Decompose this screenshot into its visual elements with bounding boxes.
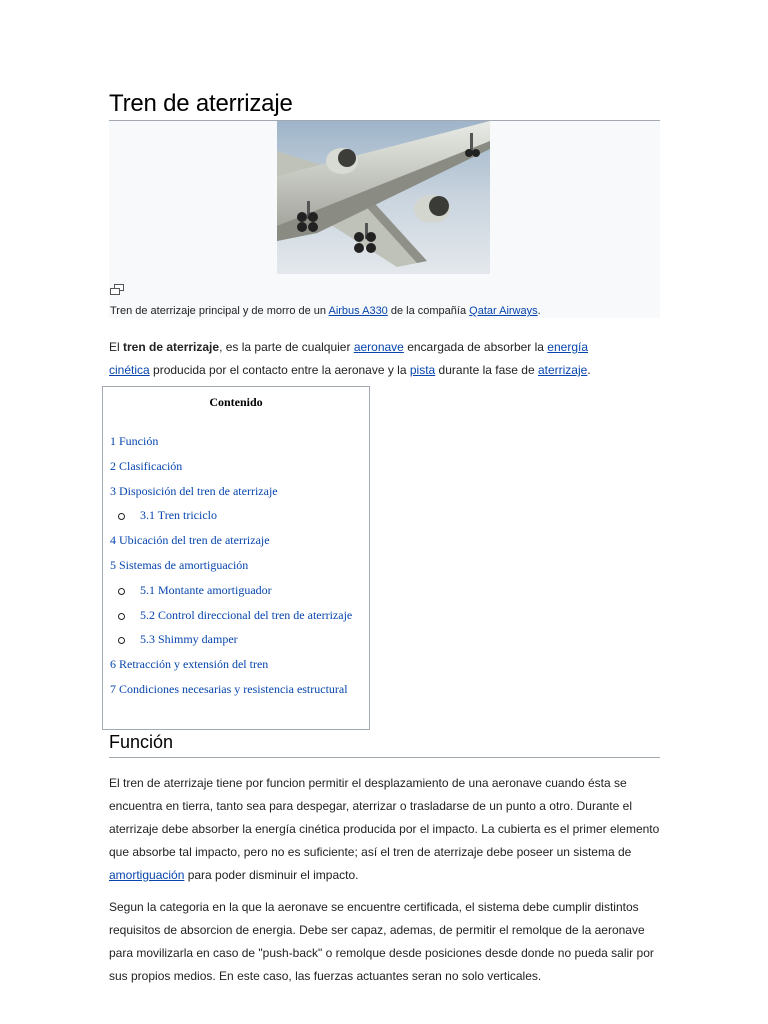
section-heading-funcion: Función	[109, 732, 174, 752]
toc-item[interactable]: 2 Clasificación	[110, 459, 183, 473]
toc-item[interactable]: 5.3 Shimmy damper	[140, 632, 238, 646]
caption-link-qatar-airways[interactable]: Qatar Airways	[469, 305, 538, 317]
toc-item[interactable]: 7 Condiciones necesarias y resistencia estructural	[110, 682, 348, 696]
toc-item[interactable]: 3 Disposición del tren de aterrizaje	[110, 484, 278, 498]
caption-link-airbus-a330[interactable]: Airbus A330	[328, 305, 388, 317]
infobox-figure	[109, 121, 660, 318]
toc-title: Contenido	[209, 395, 263, 409]
aircraft-photo[interactable]	[277, 121, 490, 274]
toc-item[interactable]: 3.1 Tren triciclo	[140, 508, 217, 522]
toc-item[interactable]: 1 Función	[110, 434, 159, 448]
bold-term: tren de aterrizaje	[123, 340, 220, 354]
link-pista[interactable]: pista	[409, 363, 436, 377]
toc-item[interactable]: 6 Retracción y extensión del tren	[110, 657, 269, 671]
section-paragraph-1: El tren de aterrizaje tiene por funcion permitir el desplazamiento de una aeronave cuando ésta se encuentra en tierra, tanto sea para despegar, aterrizar o trasladarse de un punto a otro. Durante el aterrizaje debe absorber la energía cinética producida por el impacto. La cubierta es el primer elemento que absorbe tal impacto, pero no es suficiente; así el tren de aterrizaje debe poseer un sistema de amortiguación para poder disminuir el impacto.	[109, 776, 660, 882]
intro-paragraph: El tren de aterrizaje, es la parte de cualquier aeronave encargada de absorber la energía cinética producida por el contacto entre la aeronave y la pista durante la fase de aterrizaje.	[109, 340, 591, 377]
toc-item[interactable]: 5.1 Montante amortiguador	[140, 583, 272, 597]
link-amortiguacion[interactable]: amortiguación	[109, 868, 185, 882]
link-energia-cinetica[interactable]: energía cinética	[109, 340, 588, 377]
toc-bullet	[118, 513, 125, 520]
toc-item[interactable]: 5 Sistemas de amortiguación	[110, 558, 249, 572]
link-aeronave[interactable]: aeronave	[353, 340, 404, 354]
section-divider	[109, 757, 660, 758]
enlarge-icon[interactable]	[110, 284, 124, 295]
toc-bullet	[118, 637, 125, 644]
section-paragraph-2: Segun la categoria en la que la aeronave se encuentre certificada, el sistema debe cumplir distintos requisitos de absorcion de energia. Debe ser capaz, ademas, de permitir el remolque de la aeronave para movilizarla en caso de "push-back" o remolque desde posiciones desde donde no pueda salir por sus propios medios. En este caso, las fuerzas actuantes seran no solo verticales.	[109, 900, 654, 983]
toc-bullet	[118, 613, 125, 620]
toc-item[interactable]: 5.2 Control direccional del tren de aterrizaje	[140, 608, 353, 622]
toc-bullet	[118, 588, 125, 595]
link-aterrizaje[interactable]: aterrizaje	[537, 363, 588, 377]
page-title: Tren de aterrizaje	[109, 90, 293, 117]
figure-caption: Tren de aterrizaje principal y de morro de un Airbus A330 de la compañía Qatar Airways.	[110, 305, 541, 317]
toc-item[interactable]: 4 Ubicación del tren de aterrizaje	[110, 533, 270, 547]
table-of-contents	[102, 386, 370, 730]
